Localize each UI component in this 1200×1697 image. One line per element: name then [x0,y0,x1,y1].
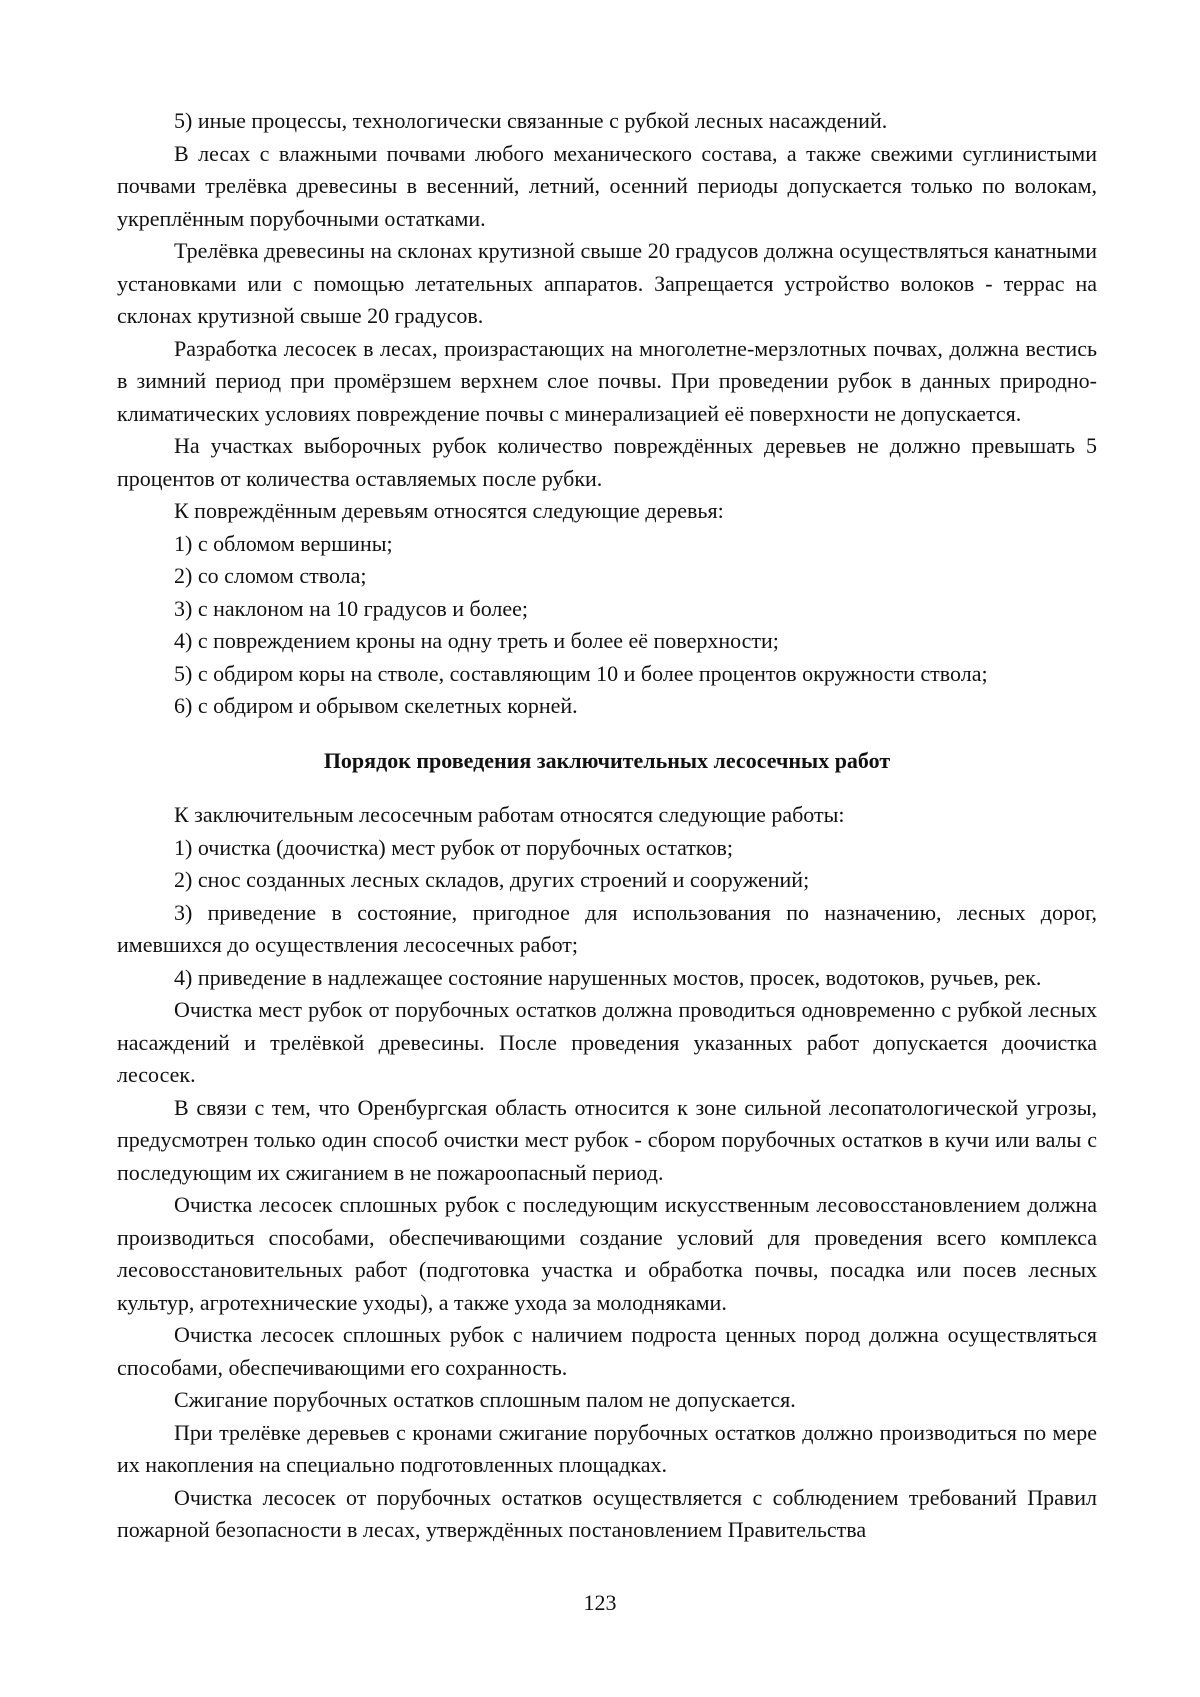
list-item: 4) приведение в надлежащее состояние нарушенных мостов, просек, водотоков, ручьев, рек. [174,964,1042,990]
list-item: 2) со сломом ствола; [174,563,367,588]
paragraph: В лесах с влажными почвами любого механического состава, а также свежими суглинистыми почвами трелёвка древесины в весенний, летний, осенний периоды допускается только по волокам, укреплённым порубочными остатками. [117,140,1097,231]
document-page [117,105,1097,1547]
list-item: 2) снос созданных лесных складов, других строений и сооружений; [174,867,810,892]
list-item: 4) с повреждением кроны на одну треть и более её поверхности; [174,628,779,653]
paragraph: Очистка лесосек от порубочных остатков осуществляется с соблюдением требований Правил пожарной безопасности в лесах, утверждённых постановлением Правительства [117,1484,1097,1542]
paragraph: Трелёвка древесины на склонах крутизной свыше 20 градусов должна осуществляться канатными установками или с помощью летательных аппаратов. Запрещается устройство волоков - террас на склонах крутизной свыше 20 градусов. [117,238,1097,328]
paragraph: Очистка лесосек сплошных рубок с последующим искусственным лесовосстановлением должна производиться способами, обеспечивающими создание условий для проведения всего комплекса лесовосстановительных работ (подготовка участка и обработка почвы, посадка или посев лесных культур, агротехнические уходы), а также ухода за молодняками. [117,1192,1097,1315]
list-item: 6) с обдиром и обрывом скелетных корней. [174,693,578,718]
paragraph: Сжигание порубочных остатков сплошным палом не допускается. [174,1387,796,1412]
list-item: 3) с наклоном на 10 градусов и более; [174,595,529,621]
paragraph: 5) иные процессы, технологически связанные с рубкой лесных насаждений. [174,108,888,133]
paragraph: К повреждённым деревьям относятся следующие деревья: [174,498,724,523]
paragraph: Разработка лесосек в лесах, произрастающих на многолетне-мерзлотных почвах, должна вестись в зимний период при промёрзшем верхнем слое почвы. При проведении рубок в данных природно-климатических условиях повреждение почвы с минерализацией её поверхности не допускается. [117,335,1097,426]
paragraph: При трелёвке деревьев с кронами сжигание порубочных остатков должно производиться по мере их накопления на специально подготовленных площадках. [117,1419,1097,1477]
paragraph: Очистка мест рубок от порубочных остатков должна проводиться одновременно с рубкой лесных насаждений и трелёвкой древесины. После проведения указанных работ допускается доочистка лесосек. [117,997,1097,1087]
page-number: 123 [583,1590,617,1615]
section-heading: Порядок проведения заключительных лесосечных работ [323,747,891,773]
paragraph: Очистка лесосек сплошных рубок с наличием подроста ценных пород должна осуществляться способами, обеспечивающими его сохранность. [117,1322,1097,1380]
paragraph: К заключительным лесосечным работам относятся следующие работы: [174,802,845,827]
list-item: 5) с обдиром коры на стволе, составляющим 10 и более процентов окружности ствола; [174,660,988,686]
list-item: 3) приведение в состояние, пригодное для использования по назначению, лесных дорог, имевшихся до осуществления лесосечных работ; [117,899,1097,957]
paragraph: На участках выборочных рубок количество повреждённых деревьев не должно превышать 5 процентов от количества оставляемых после рубки. [117,433,1097,491]
paragraph: В связи с тем, что Оренбургская область относится к зоне сильной лесопатологической угрозы, предусмотрен только один способ очистки мест рубок - сбором порубочных остатков в кучи или валы с последующим их сжиганием в не пожароопасный период. [117,1094,1097,1185]
list-item: 1) с обломом вершины; [174,530,393,556]
list-item: 1) очистка (доочистка) мест рубок от порубочных остатков; [174,834,733,860]
